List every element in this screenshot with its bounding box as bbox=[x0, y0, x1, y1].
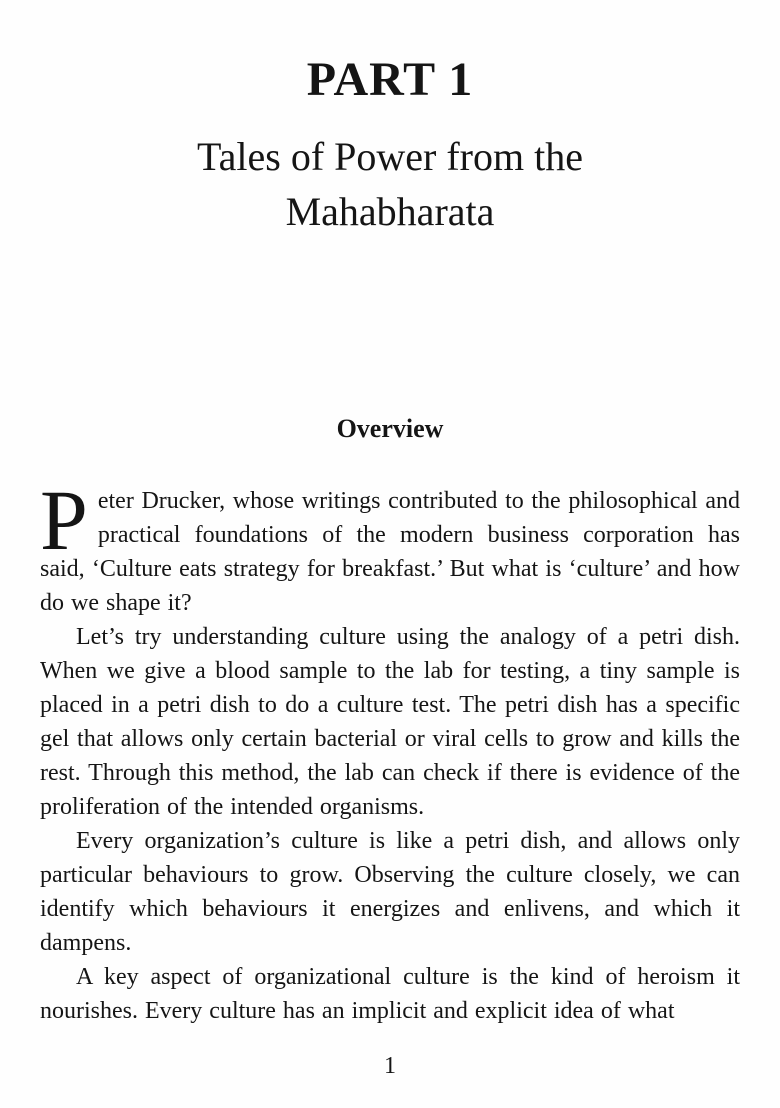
paragraph bbox=[40, 471, 740, 620]
paragraph-text: eter Drucker, whose writings contributed to the philosophical and practical foundations of the modern business corporation has said, ‘Culture eats strategy for breakfast.’ But what is ‘culture’ and how do we shape it? bbox=[40, 487, 740, 616]
part-label: PART 1 bbox=[306, 53, 474, 106]
paragraph: Every organization’s culture is like a petri dish, and allows only particular behaviours to grow. Observing the culture closely, we can identify which behaviours it energizes and enlivens, and which it dampens. bbox=[40, 827, 740, 956]
paragraph: A key aspect of organizational culture is the kind of heroism it nourishes. Every culture has an implicit and explicit idea of what bbox=[40, 963, 740, 1024]
drop-cap: P bbox=[40, 471, 88, 568]
page-number: 1 bbox=[384, 1053, 396, 1079]
section-heading: Overview bbox=[336, 414, 444, 444]
part-title: Tales of Power from the Mahabharata bbox=[197, 133, 583, 234]
body-text bbox=[40, 471, 740, 1028]
paragraph: Let’s try understanding culture using the analogy of a petri dish. When we give a blood sample to the lab for testing, a tiny sample is placed in a petri dish to do a culture test. The petri dish has a specific gel that allows only certain bacterial or viral cells to grow and kills the rest. Through this method, the lab can check if there is evidence of the proliferation of the intended organisms. bbox=[40, 623, 740, 820]
